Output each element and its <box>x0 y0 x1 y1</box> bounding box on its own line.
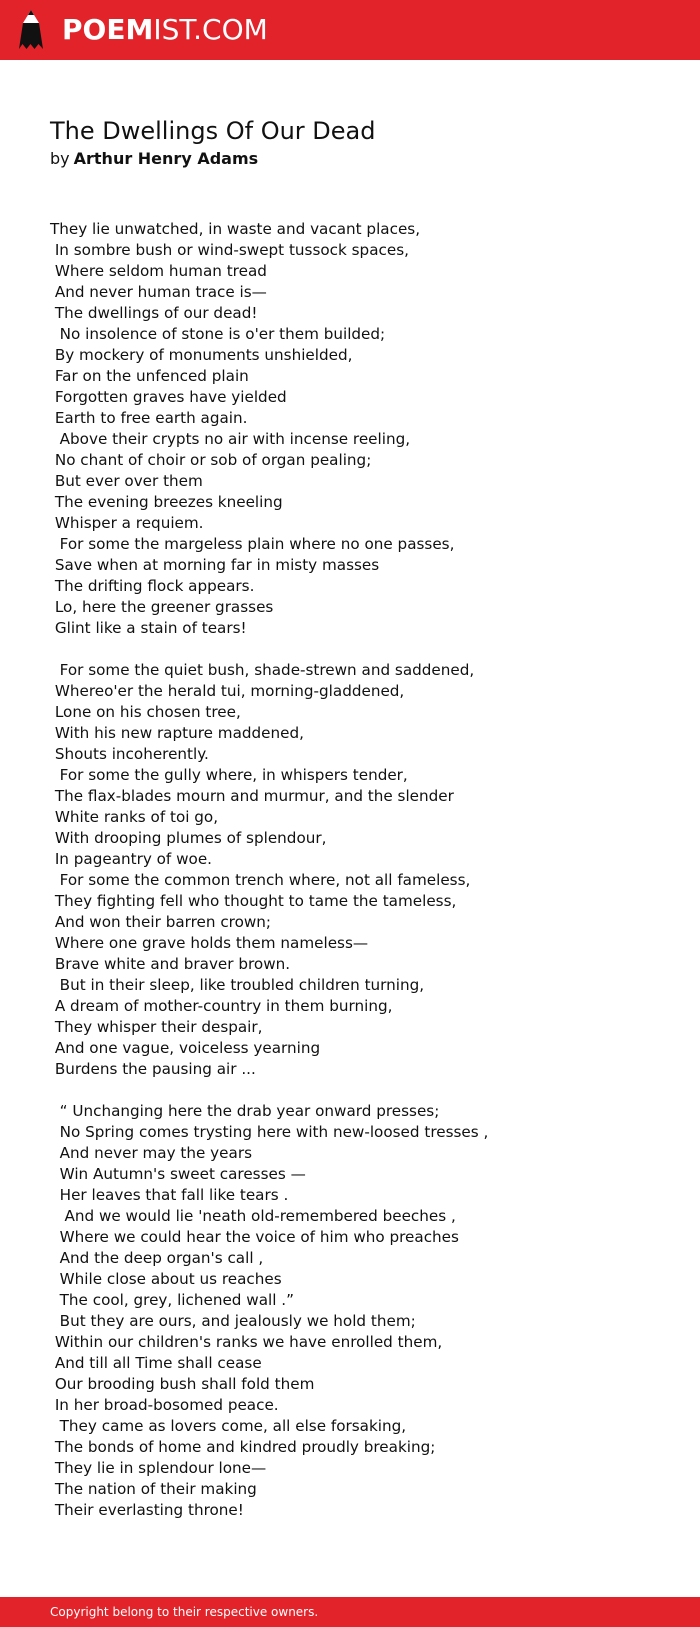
poem-line: They lie in splendour lone— <box>50 1459 267 1477</box>
stanza-break <box>50 639 670 660</box>
poem-line: Whisper a requiem. <box>50 514 204 532</box>
poem-title: The Dwellings Of Our Dead <box>50 117 376 145</box>
poem-line: In pageantry of woe. <box>50 850 212 868</box>
poem-line: Far on the unfenced plain <box>50 367 249 385</box>
poem-author: Arthur Henry Adams <box>73 149 259 168</box>
logo-light-part: IST.COM <box>153 13 268 46</box>
poem-line: Earth to free earth again. <box>50 409 248 427</box>
site-logo-link[interactable] <box>18 9 268 51</box>
pencil-logo-icon <box>18 9 44 51</box>
poem-line: Above their crypts no air with incense reeling, <box>50 430 411 448</box>
poem-line: Her leaves that fall like tears . <box>50 1186 289 1204</box>
poem-line: Win Autumn's sweet caresses — <box>50 1165 306 1183</box>
poem-line: No insolence of stone is o'er them builded; <box>50 325 386 343</box>
byline-prefix: by <box>50 149 70 168</box>
poem-line: But in their sleep, like troubled children turning, <box>50 976 425 994</box>
logo-bold-part: POEM <box>62 13 154 46</box>
poem-line: And one vague, voiceless yearning <box>50 1039 321 1057</box>
poem-line: With drooping plumes of splendour, <box>50 829 327 847</box>
poem-line: The drifting flock appears. <box>50 577 255 595</box>
poem-line: But they are ours, and jealously we hold them; <box>50 1312 416 1330</box>
poem-line: And never may the years <box>50 1144 252 1162</box>
poem-line: Their everlasting throne! <box>50 1501 244 1519</box>
poem-line: A dream of mother-country in them burning, <box>50 997 393 1015</box>
poem-line: Our brooding bush shall fold them <box>50 1375 315 1393</box>
poem-line: Where we could hear the voice of him who preaches <box>50 1228 459 1246</box>
poem-line: And never human trace is— <box>50 283 267 301</box>
poem-line: No chant of choir or sob of organ pealing; <box>50 451 372 469</box>
poem-line: The dwellings of our dead! <box>50 304 258 322</box>
poem-line: Glint like a stain of tears! <box>50 619 247 637</box>
poem-line: But ever over them <box>50 472 203 490</box>
poem-line: Within our children's ranks we have enrolled them, <box>50 1333 443 1351</box>
poem-line: They came as lovers come, all else forsaking, <box>50 1417 407 1435</box>
poem-line: In sombre bush or wind-swept tussock spaces, <box>50 241 409 259</box>
poem-line: And till all Time shall cease <box>50 1354 262 1372</box>
poem-line: Burdens the pausing air ... <box>50 1060 256 1078</box>
poem-byline <box>50 148 258 170</box>
poem-line: Where one grave holds them nameless— <box>50 934 369 952</box>
poem-line: For some the margeless plain where no one passes, <box>50 535 455 553</box>
poem-line: They fighting fell who thought to tame the tameless, <box>50 892 457 910</box>
poem-line: Lone on his chosen tree, <box>50 703 241 721</box>
poem-line: For some the quiet bush, shade-strewn and saddened, <box>50 661 475 679</box>
poem-line: And won their barren crown; <box>50 913 272 931</box>
poem-line: For some the common trench where, not all fameless, <box>50 871 471 889</box>
poem-line: By mockery of monuments unshielded, <box>50 346 353 364</box>
poem-line: Brave white and braver brown. <box>50 955 291 973</box>
poem-line: And the deep organ's call , <box>50 1249 264 1267</box>
poem-line: While close about us reaches <box>50 1270 282 1288</box>
site-header <box>0 0 700 60</box>
poem-line: They lie unwatched, in waste and vacant places, <box>50 220 421 238</box>
poem-line: Whereo'er the herald tui, morning-gladdened, <box>50 682 405 700</box>
site-logo-text <box>62 9 268 51</box>
poem-line: The evening breezes kneeling <box>50 493 283 511</box>
poem-line: For some the gully where, in whispers tender, <box>50 766 408 784</box>
poem-line: The nation of their making <box>50 1480 257 1498</box>
poem-line: Save when at morning far in misty masses <box>50 556 380 574</box>
copyright-notice: Copyright belong to their respective owners. <box>50 1605 319 1619</box>
poem-line: “ Unchanging here the drab year onward presses; <box>50 1102 440 1120</box>
poem-line: Where seldom human tread <box>50 262 267 280</box>
poem-line: The flax-blades mourn and murmur, and the slender <box>50 787 454 805</box>
poem-line: And we would lie 'neath old-remembered beeches , <box>50 1207 456 1225</box>
poem-body <box>50 219 670 1521</box>
stanza-break <box>50 1080 670 1101</box>
poem-line: Lo, here the greener grasses <box>50 598 274 616</box>
site-footer <box>0 1597 700 1627</box>
poem-line: With his new rapture maddened, <box>50 724 304 742</box>
poem-line: In her broad-bosomed peace. <box>50 1396 279 1414</box>
poem-line: White ranks of toi go, <box>50 808 219 826</box>
poem-line: The bonds of home and kindred proudly breaking; <box>50 1438 436 1456</box>
poem-line: Shouts incoherently. <box>50 745 209 763</box>
poem-line: The cool, grey, lichened wall .” <box>50 1291 294 1309</box>
poem-line: Forgotten graves have yielded <box>50 388 287 406</box>
poem-line: They whisper their despair, <box>50 1018 263 1036</box>
poem-line: No Spring comes trysting here with new-loosed tresses , <box>50 1123 489 1141</box>
